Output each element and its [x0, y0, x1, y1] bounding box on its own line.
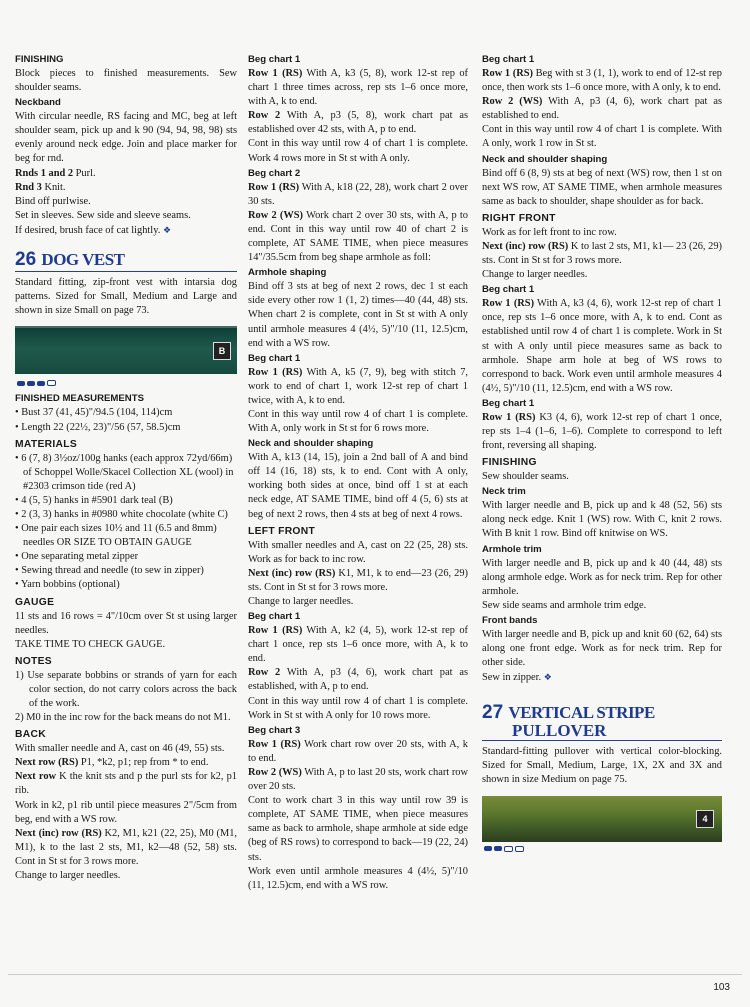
paragraph: With smaller needle and A, cast on 46 (49, 55) sts.: [15, 743, 225, 755]
paragraph: With larger needle and B, pick up and k 48 (52, 56) sts along neck edge. Knit 1 (WS) row. With C, knit 2 rows. With B knit 1 row. Bind off knitwise on WS.: [482, 500, 722, 540]
paragraph: Rnds 1 and 2 Purl.: [15, 167, 96, 179]
list-item: • 4 (5, 5) hanks in #5901 dark teal (B): [15, 494, 173, 506]
paragraph: With A, k13 (14, 15), join a 2nd ball of A and bind off 14 (16, 18) sts, k to end. Cont with A only, working both sides at once, bind off 1 st at each neck edge, AT SAME TIME, bind off 4 (5, 6) sts at beg of next 2 rows, then 4 sts at beg of next 4 rows.: [248, 452, 468, 520]
pattern-number: 26: [15, 249, 37, 271]
subheading: Armhole shaping: [248, 267, 327, 279]
list-item: • Bust 37 (41, 45)"/94.5 (104, 114)cm: [15, 407, 173, 419]
subheading: Beg chart 2: [248, 167, 301, 179]
subheading: Neckband: [15, 97, 61, 109]
paragraph: Bind off 3 sts at beg of next 2 rows, dec 1 st each side every other row 1 (1, 2) times—40 (44, 48) sts. When chart 2 is complete, cont in St st with A only until armhole measures 4 (4½, 5)"/10 (11, 12.5)cm, end with a WS row.: [248, 281, 468, 349]
list-item: • Yarn bobbins (optional): [15, 579, 120, 591]
list-item: 1) Use separate bobbins or strands of yarn for each color section, do not carry colors across the back of the work.: [15, 669, 237, 709]
subheading: Beg chart 1: [482, 54, 535, 65]
paragraph: Row 1 (RS) With A, k2 (4, 5), work 12-st rep of chart 1 once, rep sts 1–6 once more, with A, k to end.: [248, 625, 468, 665]
paragraph: Row 1 (RS) Beg with st 3 (1, 1), work to end of 12-st rep once, then work sts 1–6 once more, with A only, k to end.: [482, 68, 722, 94]
paragraph: Next row K the knit sts and p the purl sts for k2, p1 rib.: [15, 771, 237, 797]
section-heading: FINISHING: [15, 54, 64, 65]
paragraph: Row 2 With A, p3 (4, 6), work chart pat as established, with A, p to end.: [248, 667, 469, 693]
paragraph: Cont in this way until row 4 of chart 1 is complete. Work 4 rows more in St st with A only.: [248, 138, 468, 164]
list-item: 2) M0 in the inc row for the back means do not M1.: [15, 712, 231, 724]
page-number: 103: [713, 982, 730, 993]
section-heading: MATERIALS: [15, 438, 77, 450]
section-heading: FINISHED MEASUREMENTS: [15, 393, 144, 405]
subheading: Armhole trim: [482, 543, 542, 555]
subheading: Beg chart 1: [248, 611, 301, 623]
paragraph: Work even until armhole measures 4 (4½, 5)"/10 (11, 12.5)cm, end with a WS row.: [248, 865, 468, 891]
paragraph: Row 1 (RS) Work chart row over 20 sts, with A, k to end.: [248, 738, 469, 764]
list-item: • One separating metal zipper: [15, 551, 139, 563]
list-item: • 2 (3, 3) hanks in #0980 white chocolate (white C): [15, 508, 228, 520]
paragraph: Row 1 (RS) With A, k18 (22, 28), work chart 2 over 30 sts.: [248, 181, 469, 207]
paragraph: If desired, brush face of cat lightly. ❖: [15, 224, 172, 236]
pattern-name: VERTICAL STRIPE: [508, 703, 655, 723]
subheading: Neck trim: [482, 486, 526, 498]
paragraph: Row 1 (RS) With A, k3 (4, 6), work 12-st rep of chart 1 once, rep sts 1–6 once more, with A, k to end. Cont as established until row 4 of chart 1 is complete. Work in St st with A only until piece measures same as back to armhole. Shape arm hole at beg of WS rows to correspond to back. Work even until armhole measures 4 (4½, 5)"/10 (11, 12.5)cm, end with a WS row.: [482, 298, 722, 394]
paragraph: Cont to work chart 3 in this way until row 39 is complete, AT SAME TIME, when piece measures same as back to armhole, shape armhole at side edge (beg of RS rows) to correspond to back—19 (22, 24) sts.: [248, 795, 468, 863]
paragraph: Row 1 (RS) K3 (4, 6), work 12-st rep of chart 1 once, rep sts 1–4 (1–6, 1–6). Complete to correspond to left front, reversing all shaping.: [482, 411, 723, 452]
pattern-intro: Standard-fitting pullover with vertical color-blocking. Sized for Small, Medium, Large, 1X, 2X and 3X and shown in size Medium on page 75.: [482, 746, 722, 786]
subheading: Front bands: [482, 614, 538, 626]
subheading: Beg chart 1: [482, 397, 535, 409]
paragraph: Sew shoulder seams.: [482, 471, 569, 483]
pattern-name: DOG VEST: [41, 250, 125, 270]
paragraph: Cont in this way until row 4 of chart 1 is complete. With A only, work 1 row in St st.: [482, 124, 722, 150]
paragraph: Cont in this way until row 4 of chart 1 is complete. With A, only work in St st for 6 rows more.: [248, 408, 468, 435]
column-2: [248, 52, 468, 893]
footer-rule: [8, 974, 742, 975]
pattern-title-27: [482, 703, 722, 741]
paragraph: Bind off 6 (8, 9) sts at beg of next (WS) row, then 1 st on next WS row, AT SAME TIME, when armhole measures same as back to shoulder, shape shoulder as for back.: [482, 167, 722, 207]
skill-level-icon: [484, 846, 722, 852]
section-heading: NOTES: [15, 655, 52, 667]
paragraph: Sew side seams and armhole trim edge.: [482, 599, 647, 611]
paragraph: Row 2 (WS) With A, p to last 20 sts, work chart row over 20 sts.: [248, 766, 468, 793]
list-item: • One pair each sizes 10½ and 11 (6.5 and 8mm) needles OR SIZE TO OBTAIN GAUGE: [15, 523, 217, 549]
list-item: • Length 22 (22½, 23)"/56 (57, 58.5)cm: [15, 421, 181, 433]
paragraph: With circular needle, RS facing and MC, beg at left shoulder seam, pick up and k 90 (94, 94, 98, 98) sts evenly around neck edge. Join and place marker for beg for rnd.: [15, 111, 237, 165]
pattern-intro: Standard fitting, zip-front vest with intarsia dog patterns. Sized for Small, Medium and Large and shown in size Small on page 73.: [15, 277, 237, 317]
paragraph: Rnd 3 Knit.: [15, 181, 66, 193]
list-item: • Sewing thread and needle (to sew in zipper): [15, 565, 204, 577]
pullover-photo-strip: [482, 796, 722, 842]
section-heading: GAUGE: [15, 596, 55, 608]
subheading: Neck and shoulder shaping: [482, 153, 608, 165]
subheading: Beg chart 1: [248, 54, 301, 65]
skill-level-icon: [17, 380, 237, 386]
column-1: [15, 52, 237, 883]
end-mark-icon: ❖: [543, 672, 552, 683]
subheading: Neck and shoulder shaping: [248, 438, 374, 450]
paragraph: Block pieces to finished measurements. Sew shoulder seams.: [15, 68, 237, 94]
subheading: Beg chart 1: [482, 284, 535, 296]
paragraph: Bind off purlwise.: [15, 195, 91, 207]
paragraph: With smaller needles and A, cast on 22 (25, 28) sts. Work as for back to inc row.: [248, 539, 468, 565]
section-heading: LEFT FRONT: [248, 525, 316, 537]
pattern-number: 27: [482, 702, 504, 724]
paragraph: 11 sts and 16 rows = 4"/10cm over St st using larger needles.: [15, 610, 237, 636]
paragraph: Cont in this way until row 4 of chart 1 is complete. Work in St st with A only for 10 rows more.: [248, 695, 468, 721]
section-heading: RIGHT FRONT: [482, 212, 556, 224]
pattern-title-26: [15, 250, 237, 272]
paragraph: Next (inc) row (RS) K2, M1, k21 (22, 25), M0 (M1, M1), k to the last 2 sts, M1, k2—48 (52, 58) sts. Cont in St st for 3 rows more.: [15, 827, 237, 867]
subheading: Beg chart 1: [248, 352, 301, 364]
photo-badge: 4: [696, 810, 714, 828]
paragraph: Work in k2, p1 rib until piece measures 2"/5cm from beg, end with a WS row.: [15, 799, 237, 825]
paragraph: Row 2 (WS) With A, p3 (4, 6), work chart pat as established to end.: [482, 96, 722, 122]
paragraph: Sew in zipper. ❖: [482, 672, 552, 684]
dog-vest-photo-strip: [15, 326, 237, 374]
paragraph: Next row (RS) P1, *k2, p1; rep from * to end.: [15, 757, 209, 769]
paragraph: Change to larger needles.: [15, 870, 121, 882]
paragraph: TAKE TIME TO CHECK GAUGE.: [15, 638, 166, 650]
paragraph: Row 1 (RS) With A, k5 (7, 9), beg with stitch 7, work to end of chart 1, work 12-st rep of chart 1 twice, with A, k to end.: [248, 366, 469, 406]
list-item: • 6 (7, 8) 3½oz/100g hanks (each approx 72yd/66m) of Schoppel Wolle/Skacel Collection XL (wool) in #2303 crimson tide (red A): [15, 452, 234, 492]
subheading: Beg chart 3: [248, 724, 301, 736]
paragraph: Row 2 With A, p3 (5, 8), work chart pat as established over 42 sts, with A, p to end.: [248, 110, 469, 136]
paragraph: With larger needle and B, pick up and knit 60 (62, 64) sts along one front edge. Work as for neck trim. Rep for other side.: [482, 628, 722, 669]
paragraph: Change to larger needles.: [482, 269, 588, 281]
paragraph: Set in sleeves. Sew side and sleeve seams.: [15, 209, 191, 221]
photo-badge: B: [213, 342, 231, 360]
section-heading: BACK: [15, 729, 46, 741]
column-3: [482, 52, 722, 858]
paragraph: With larger needle and B, pick up and k 40 (44, 48) sts along armhole edge. Work as for neck trim. Rep for other armhole.: [482, 557, 722, 597]
end-mark-icon: ❖: [162, 224, 172, 235]
section-heading: FINISHING: [482, 457, 537, 469]
paragraph: Next (inc) row (RS) K to last 2 sts, M1, k1— 23 (26, 29) sts. Cont in St st for 3 rows more.: [482, 240, 723, 267]
paragraph: Row 1 (RS) With A, k3 (5, 8), work 12-st rep of chart 1 three times across, rep sts 1–6 once more, with A, k to end.: [248, 68, 468, 108]
paragraph: Next (inc) row (RS) K1, M1, k to end—23 (26, 29) sts. Cont in St st for 3 rows more.: [248, 567, 469, 593]
paragraph: Row 2 (WS) Work chart 2 over 30 sts, with A, p to end. Cont in this way until row 40 of chart 2 is complete, AT SAME TIME, when piece measures 14"/35.5cm from beg shape armhole as foll:: [248, 209, 469, 264]
paragraph: Work as for left front to inc row.: [482, 226, 617, 238]
paragraph: Change to larger needles.: [248, 596, 354, 607]
pattern-name-line-2: PULLOVER: [512, 721, 607, 741]
